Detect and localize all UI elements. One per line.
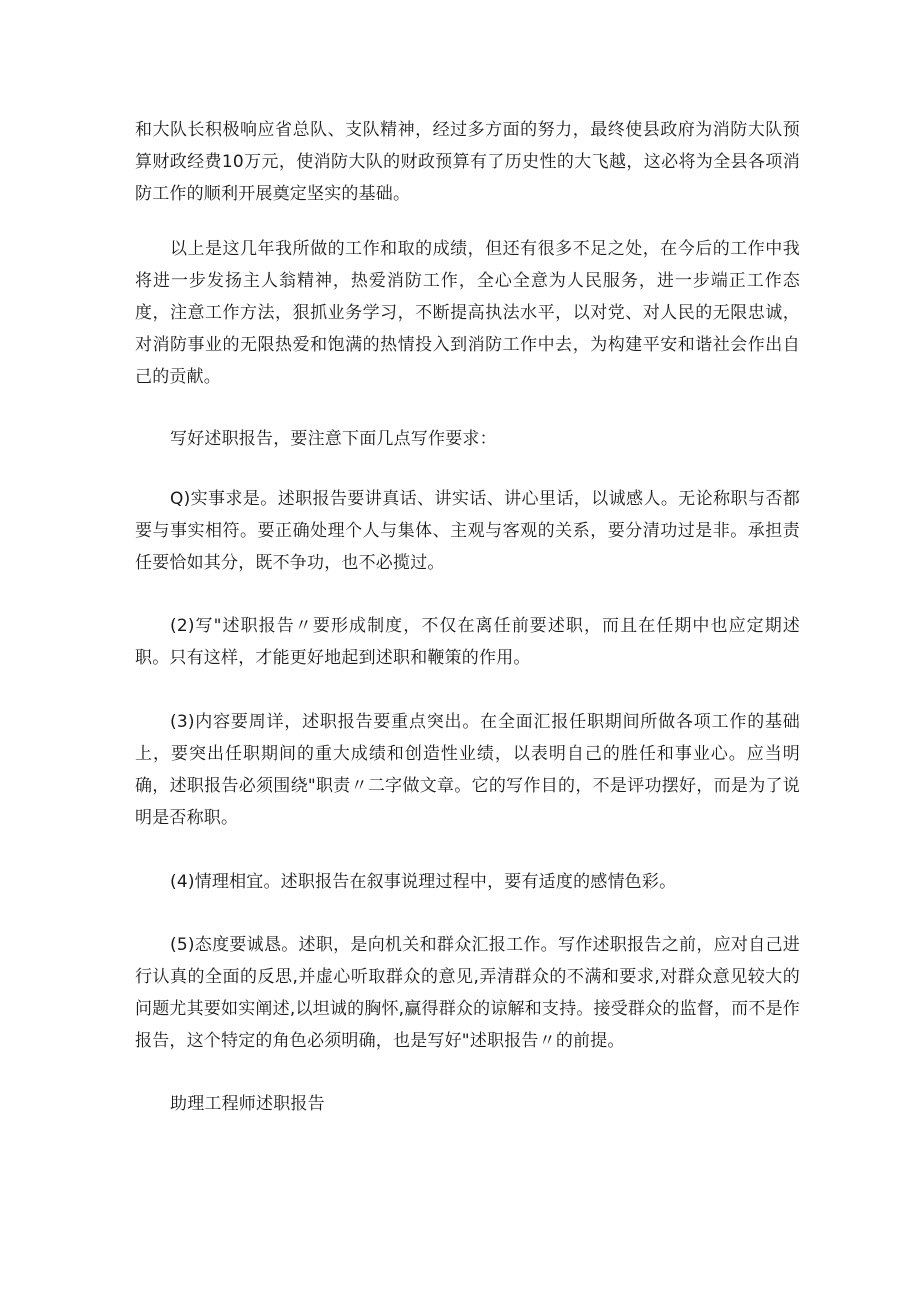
paragraph-7: (4)情理相宜。述职报告在叙事说理过程中，要有适度的感情色彩。 [170,872,677,892]
paragraph-4: Q)实事求是。述职报告要讲真话、讲实话、讲心里话，以诚感人。无论称职与否都要与事实相符。要正确处理个人与集体、主观与客观的关系，要分清功过是非。承担责任要恰如其分，既不争功，也不必揽过。 [135,489,800,573]
paragraph-1: 和大队长积极响应省总队、支队精神，经过多方面的努力，最终使县政府为消防大队预算财政经费10万元，使消防大队的财政预算有了历史性的大飞越，这必将为全县各项消防工作的顺利开展奠定坚实的基础。 [135,120,800,204]
paragraph-8: (5)态度要诚恳。述职，是向机关和群众汇报工作。写作述职报告之前，应对自己进行认真的全面的反思,并虚心听取群众的意见,弄清群众的不满和要求,对群众意见较大的问题尤其要如实阐述,以坦诚的胸怀,赢得群众的谅解和支持。接受群众的监督，而不是作报告，这个特定的角色必须明确，也是写好"述职报告〃的前提。 [135,935,800,1051]
paragraph-5: (2)写"述职报告〃要形成制度，不仅在离任前要述职，而且在任期中也应定期述职。只有这样，才能更好地起到述职和鞭策的作用。 [135,616,800,668]
paragraph-6: (3)内容要周详，述职报告要重点突出。在全面汇报任职期间所做各项工作的基础上，要突出任职期间的重大成绩和创造性业绩，以表明自己的胜任和事业心。应当明确，述职报告必须围绕"职责〃二字做文章。它的写作目的，不是评功摆好，而是为了说明是否称职。 [135,712,800,828]
paragraph-3: 写好述职报告，要注意下面几点写作要求： [170,429,497,449]
paragraph-2: 以上是这几年我所做的工作和取的成绩，但还有很多不足之处，在今后的工作中我将进一步发扬主人翁精神，热爱消防工作，全心全意为人民服务，进一步端正工作态度，注意工作方法，狠抓业务学习，不断提高执法水平，以对党、对人民的无限忠诚，对消防事业的无限热爱和饱满的热情投入到消防工作中去，为构建平安和谐社会作出自己的贡献。 [135,239,800,387]
section-heading: 助理工程师述职报告 [170,1094,325,1114]
